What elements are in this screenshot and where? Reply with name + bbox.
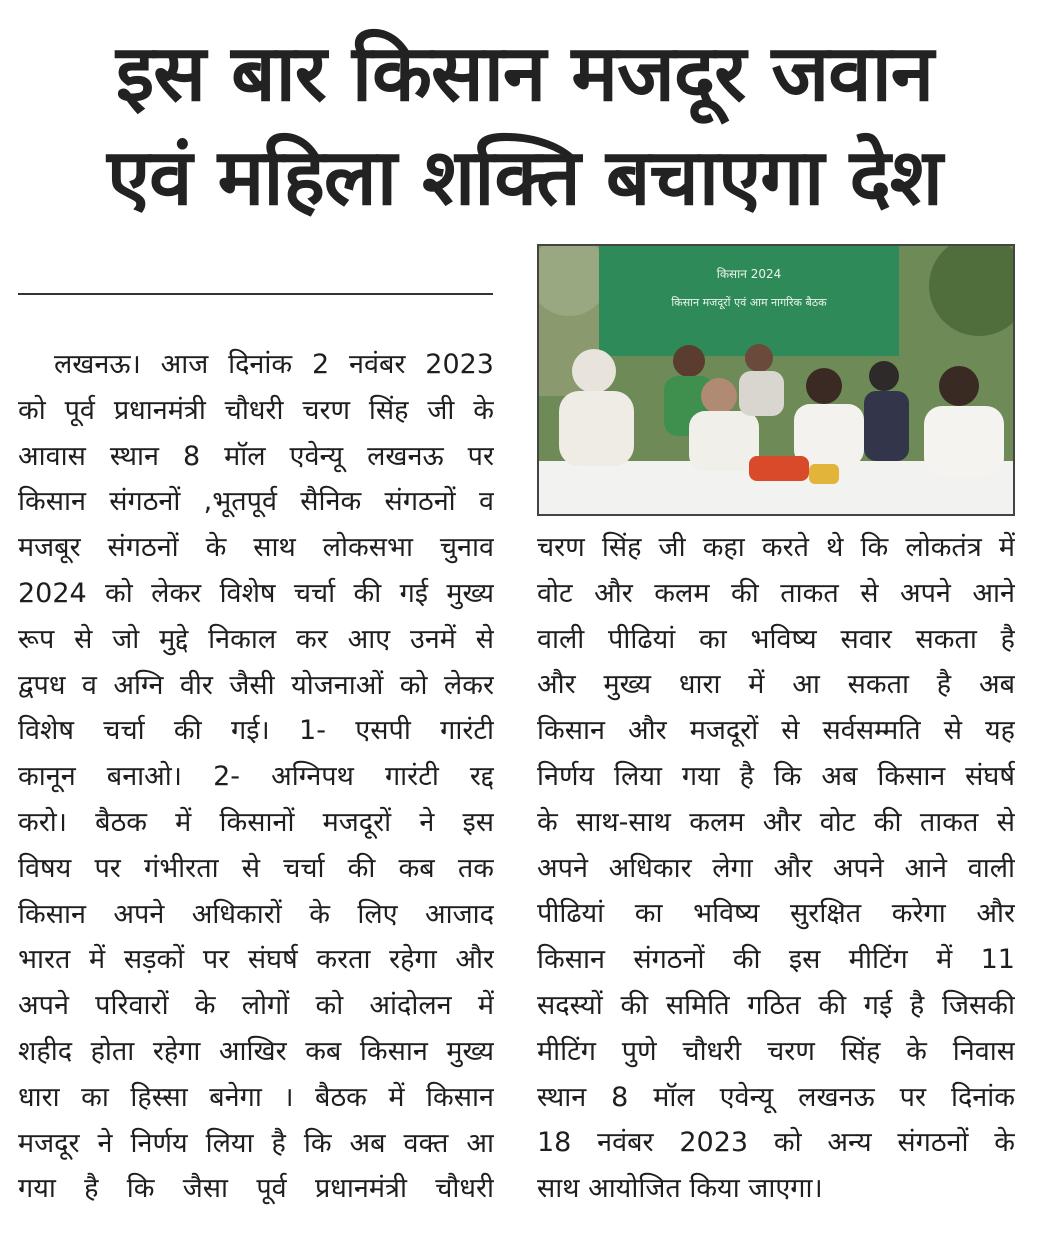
article-line: लखनऊ। आज दिनांक 2 नवंबर 2023: [54, 349, 494, 380]
headline: [0, 22, 1049, 230]
article-line: द्वपध व अग्नि वीर जैसी योजनाओं को लेकर: [18, 669, 494, 701]
article-line: मजदूर ने निर्णय लिया है कि अब वक्त आ: [18, 1127, 494, 1159]
article-line: और मुख्य धारा में आ सकता है अब: [537, 669, 1015, 701]
article-line: किसान संगठनों की इस मीटिंग में 11: [537, 944, 1015, 976]
article-line: आवास स्थान 8 मॉल एवेन्यू लखनऊ पर: [18, 440, 494, 472]
article-line: रूप से जो मुद्दे निकाल कर आए उनमें से: [18, 623, 494, 655]
article-line: भारत में सड़कों पर संघर्ष करता रहेगा और: [18, 944, 494, 976]
article-line: विशेष चर्चा की गई। 1- एसपी गारंटी: [18, 715, 494, 747]
article-line: किसान अपने अधिकारों के लिए आजाद: [18, 898, 494, 930]
article-line: 18 नवंबर 2023 को अन्य संगठनों के: [537, 1127, 1015, 1159]
article-column-left: [18, 342, 494, 1212]
article-line: सदस्यों की समिति गठित की गई है जिसकी: [537, 989, 1015, 1021]
section-divider: [18, 293, 493, 295]
press-conference-photo: [539, 246, 1013, 514]
article-line: के साथ-साथ कलम और वोट की ताकत से: [537, 806, 1015, 838]
article-line: चरण सिंह जी कहा करते थे कि लोकतंत्र में: [537, 532, 1015, 563]
article-line: को पूर्व प्रधानमंत्री चौधरी चरण सिंह जी के: [18, 394, 494, 426]
article-line: गया है कि जैसा पूर्व प्रधानमंत्री चौधरी: [18, 1173, 494, 1205]
article-line: साथ आयोजित किया जाएगा।: [537, 1173, 823, 1205]
article-line: अपने अधिकार लेगा और अपने आने वाली: [537, 852, 1015, 884]
banner-text-1: किसान 2024: [716, 267, 782, 281]
article-line: धारा का हिस्सा बनेगा । बैठक में किसान: [18, 1081, 494, 1113]
article-line: पीढियां का भविष्य सुरक्षित करेगा और: [537, 898, 1015, 930]
article-line: वाली पीढियां का भविष्य सवार सकता है: [537, 623, 1015, 655]
article-line: निर्णय लिया गया है कि अब किसान संघर्ष: [537, 760, 1015, 792]
news-photo: [537, 244, 1015, 516]
article-line: विषय पर गंभीरता से चर्चा की कब तक: [18, 852, 494, 884]
headline-line-1: इस बार किसान मजदूर जवान: [115, 29, 934, 119]
article-line: 2024 को लेकर विशेष चर्चा की गई मुख्य: [18, 577, 494, 609]
article-line: मजबूर संगठनों के साथ लोकसभा चुनाव: [18, 532, 494, 564]
article-line: किसान संगठनों ,भूतपूर्व सैनिक संगठनों व: [18, 486, 494, 518]
article-line: करो। बैठक में किसानों मजदूरों ने इस: [18, 806, 494, 838]
article-line: शहीद होता रहेगा आखिर कब किसान मुख्य: [18, 1035, 494, 1067]
banner-text-2: किसान मजदूरों एवं आम नागरिक बैठक: [671, 296, 827, 309]
article-line: कानून बनाओ। 2- अग्निपथ गारंटी रद्द: [18, 761, 494, 793]
article-line: वोट और कलम की ताकत से अपने आने: [537, 577, 1015, 609]
article-line: किसान और मजदूरों से सर्वसम्मति से यह: [537, 715, 1015, 747]
article-column-right: [537, 525, 1015, 1212]
headline-line-2: एवं महिला शक्ति बचाएगा देश: [107, 133, 942, 223]
article-line: मीटिंग पुणे चौधरी चरण सिंह के निवास: [537, 1035, 1015, 1067]
article-line: अपने परिवारों के लोगों को आंदोलन में: [18, 990, 494, 1022]
article-line: स्थान 8 मॉल एवेन्यू लखनऊ पर दिनांक: [537, 1081, 1015, 1113]
